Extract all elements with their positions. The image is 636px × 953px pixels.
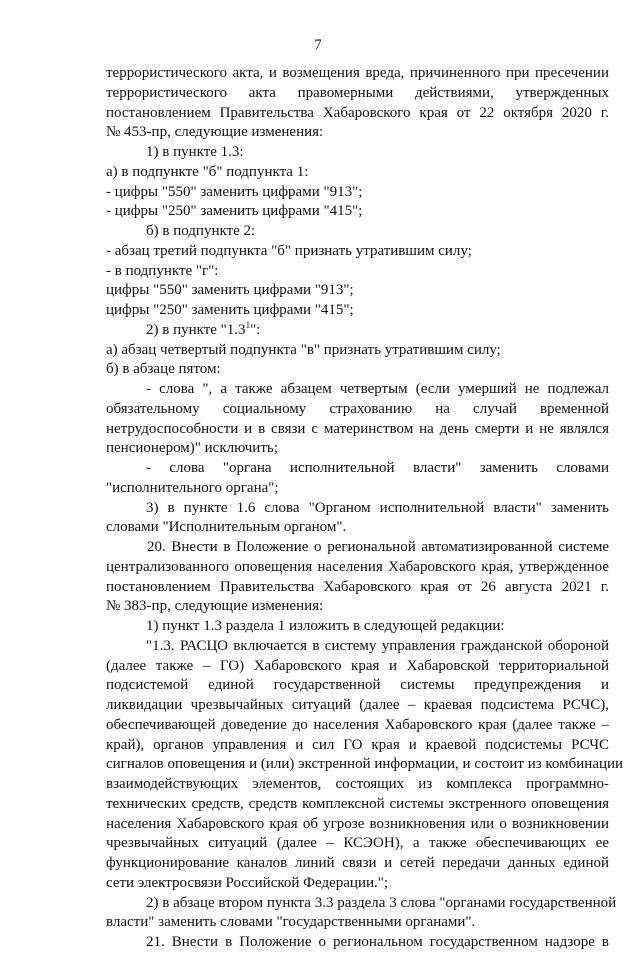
text-line: чрезвычайных ситуаций (далее – КСЭОН), а также обеспечивающих ее [106, 835, 609, 852]
text-line: террористического акта, и возмещения вреда, причиненного при пресечении [106, 65, 609, 81]
text-line: взаимодействующих элементов, состоящих из комплекса программно- [106, 776, 609, 792]
text-line: 2) в абзаце втором пункта 3.3 раздела 3 слова "органами государственной [146, 894, 617, 911]
text-line: - слова ", а также абзацем четвертым (если умерший не подлежал [146, 381, 609, 397]
text-line: "исполнительного органа"; [106, 479, 279, 496]
text-line: постановлением Правительства Хабаровского края от 22 октября 2020 г. [106, 104, 609, 121]
text-line: цифры "550" заменить цифрами "913"; [106, 282, 354, 299]
text-line: - цифры "550" заменить цифрами "913"; [106, 183, 363, 200]
text-line: № 453-пр, следующие изменения: [106, 124, 324, 141]
text-line: - абзац третий подпункта "б" признать утратившим силу; [106, 242, 472, 259]
document-body [106, 64, 624, 953]
text-line: 1) пункт 1.3 раздела 1 изложить в следующей редакции: [146, 618, 505, 634]
text-line: а) в подпункте "б" подпункта 1: [106, 163, 309, 180]
text-line: "1.3. РАСЦО включается в систему управления гражданской обороной [146, 637, 609, 654]
text-line: 20. Внести в Положение о региональной автоматизированной системе [147, 539, 609, 555]
text-line: цифры "250" заменить цифрами "415"; [106, 302, 354, 318]
superscript: 1 [245, 319, 251, 330]
text-line: край), органов управления и сил ГО края и краевой подсистемы РСЧС [106, 736, 609, 753]
text-line: населения Хабаровского края об угрозе возникновения или о возникновении [106, 815, 609, 832]
text-line [106, 321, 609, 341]
text-fragment: ": [250, 321, 261, 338]
text-line: - цифры "250" заменить цифрами "415"; [106, 203, 363, 220]
text-line: обязательному социальному страхованию на случай временной [106, 400, 609, 417]
text-line: ликвидации чрезвычайных ситуаций (далее – краевая подсистема РСЧС), [106, 697, 609, 713]
text-line: власти" заменить словами "государственными органами". [106, 914, 476, 931]
text-line: постановлением Правительства Хабаровского края от 26 августа 2021 г. [106, 578, 609, 595]
text-line: сигналов оповещения и (или) экстренной информации, и состоит из комбинации [106, 756, 624, 773]
text-line: технических средств, средств комплексной системы экстренного оповещения [106, 795, 609, 812]
text-line: - в подпункте "г": [106, 262, 219, 279]
text-line: б) в подпункте 2: [146, 223, 256, 239]
text-line: террористического акта правомерными действиями, утвержденных [106, 84, 609, 101]
text-line: 1) в пункте 1.3: [146, 144, 244, 160]
text-line: пенсионером)" исключить; [106, 440, 278, 457]
text-line: а) абзац четвертый подпункта "в" признать утратившим силу; [106, 341, 501, 358]
text-line: сети электросвязи Российской Федерации."; [106, 874, 389, 891]
text-line: 21. Внести в Положение о региональном государственном надзоре в [146, 934, 609, 950]
page-number: 7 [314, 37, 322, 53]
text-line: № 383-пр, следующие изменения: [106, 598, 324, 615]
text-line: подсистемой единой государственной системы предупреждения и [106, 677, 609, 694]
text-line: 3) в пункте 1.6 слова "Органом исполнительной власти" заменить [146, 499, 609, 516]
text-line: - слова "органа исполнительной власти" заменить словами [146, 460, 609, 476]
text-line: централизованного оповещения населения Хабаровского края, утвержденное [106, 558, 609, 575]
text-line: б) в абзаце пятом: [106, 361, 221, 378]
text-line: (далее также – ГО) Хабаровского края и Хабаровской территориальной [106, 657, 609, 674]
text-line: обеспечивающей доведение до населения Хабаровского края (далее также – [106, 716, 609, 733]
text-line: нетрудоспособности и в связи с материнством на день смерти и не являлся [106, 420, 609, 437]
text-fragment: 2) в пункте "1.3 [146, 321, 246, 338]
text-line: словами "Исполнительным органом". [106, 519, 347, 536]
text-line: функционирование каналов линий связи и сетей передачи данных единой [106, 855, 609, 871]
